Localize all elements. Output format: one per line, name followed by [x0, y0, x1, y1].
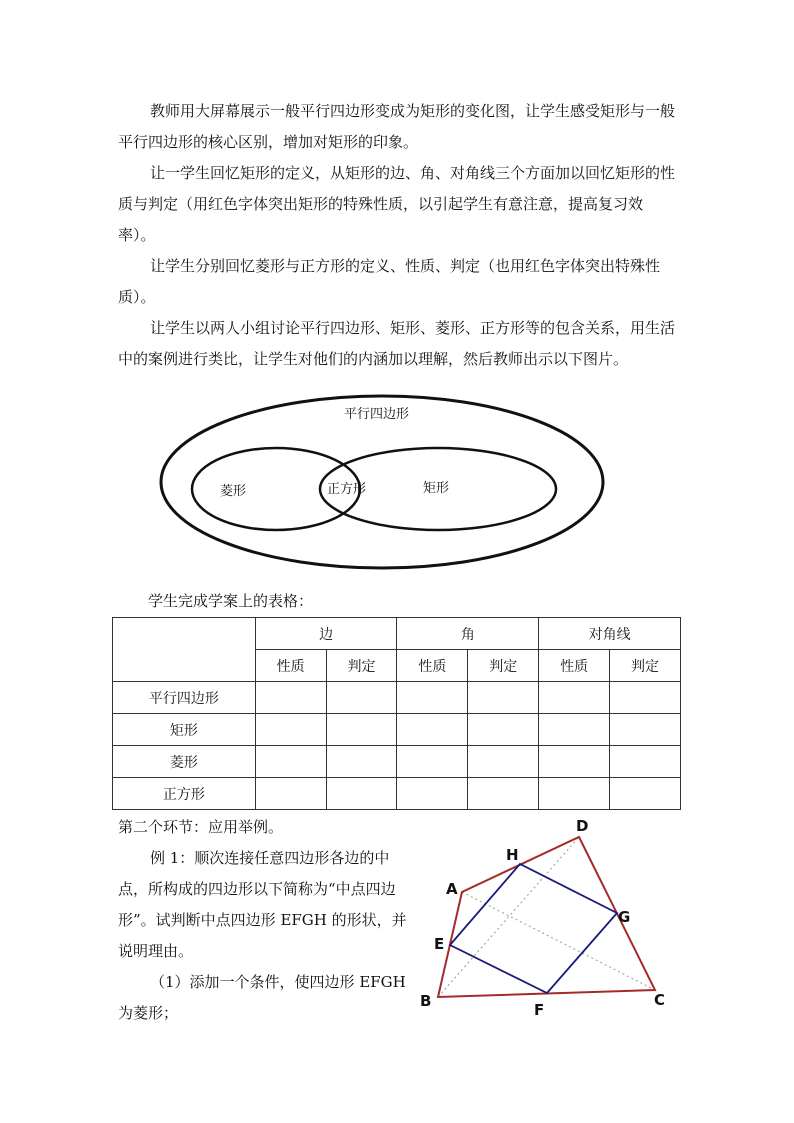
subheader-cell: 判定 — [610, 650, 681, 682]
empty-cell — [255, 778, 326, 810]
row-label: 正方形 — [113, 778, 256, 810]
empty-cell — [610, 746, 681, 778]
midpoint-label-f: F — [534, 1001, 545, 1019]
example-1-text: 例 1：顺次连接任意四边形各边的中点，所构成的四边形以下简称为“中点四边形”。试判断中点四边形 EFGH 的形状，并说明理由。 — [118, 849, 407, 960]
paragraph-2: 让一学生回忆矩形的定义，从矩形的边、角、对角线三个方面加以回忆矩形的性质与判定（用红色字体突出矩形的特殊性质，以引起学生有意注意，提高复习效率）。 — [118, 164, 676, 244]
empty-cell — [397, 746, 468, 778]
subheader-cell: 性质 — [539, 650, 610, 682]
midpoint-label-h: H — [506, 846, 519, 864]
empty-cell — [610, 714, 681, 746]
row-label: 矩形 — [113, 714, 256, 746]
subheader-cell: 判定 — [326, 650, 397, 682]
empty-cell — [539, 746, 610, 778]
empty-cell — [539, 778, 610, 810]
empty-cell — [539, 714, 610, 746]
group-header-side: 边 — [255, 618, 397, 650]
quadrilateral-figure — [410, 810, 680, 1020]
row-label: 菱形 — [113, 746, 256, 778]
empty-cell — [468, 714, 539, 746]
empty-cell — [610, 682, 681, 714]
venn-right-label: 矩形 — [423, 481, 450, 496]
vertex-label-d: D — [576, 817, 589, 835]
midpoint-label-g: G — [618, 908, 631, 926]
empty-cell — [468, 682, 539, 714]
empty-cell — [326, 778, 397, 810]
group-header-angle: 角 — [397, 618, 539, 650]
venn-outer-label: 平行四边形 — [344, 407, 410, 422]
paragraph-3: 让学生分别回忆菱形与正方形的定义、性质、判定（也用红色字体突出特殊性质）。 — [118, 257, 661, 306]
empty-cell — [468, 746, 539, 778]
midpoint-label-e: E — [434, 935, 445, 953]
vertex-label-c: C — [654, 991, 666, 1009]
empty-cell — [326, 682, 397, 714]
empty-cell — [397, 778, 468, 810]
vertex-label-b: B — [420, 992, 432, 1010]
section-title: 第二个环节：应用举例。 — [118, 818, 284, 836]
empty-cell — [539, 682, 610, 714]
table-row — [113, 778, 681, 810]
table-intro: 学生完成学案上的表格： — [148, 592, 314, 610]
table-row — [113, 682, 681, 714]
paragraph-1: 教师用大屏幕展示一般平行四边形变成为矩形的变化图，让学生感受矩形与一般平行四边形的核心区别，增加对矩形的印象。 — [118, 102, 676, 151]
empty-cell — [468, 778, 539, 810]
subheader-cell: 性质 — [255, 650, 326, 682]
empty-cell — [255, 746, 326, 778]
empty-cell — [255, 682, 326, 714]
review-table — [112, 617, 681, 810]
table-row — [113, 714, 681, 746]
empty-cell — [397, 682, 468, 714]
subheader-cell: 性质 — [397, 650, 468, 682]
table-header-row — [113, 618, 681, 650]
example-1-item-1: （1）添加一个条件，使四边形 EFGH 为菱形； — [118, 973, 406, 1022]
empty-cell — [610, 778, 681, 810]
group-header-diagonal: 对角线 — [539, 618, 681, 650]
empty-cell — [397, 714, 468, 746]
vertex-label-a: A — [446, 880, 458, 898]
row-label: 平行四边形 — [113, 682, 256, 714]
table-row — [113, 746, 681, 778]
empty-cell — [326, 714, 397, 746]
table-corner-cell — [113, 618, 256, 682]
empty-cell — [255, 714, 326, 746]
venn-left-label: 菱形 — [220, 484, 247, 499]
diagonal-ac — [462, 892, 655, 990]
paragraph-4: 让学生以两人小组讨论平行四边形、矩形、菱形、正方形等的包含关系，用生活中的案例进行类比，让学生对他们的内涵加以理解，然后教师出示以下图片。 — [118, 319, 676, 368]
empty-cell — [326, 746, 397, 778]
venn-center-label: 正方形 — [327, 482, 367, 497]
venn-diagram — [158, 392, 608, 572]
subheader-cell: 判定 — [468, 650, 539, 682]
